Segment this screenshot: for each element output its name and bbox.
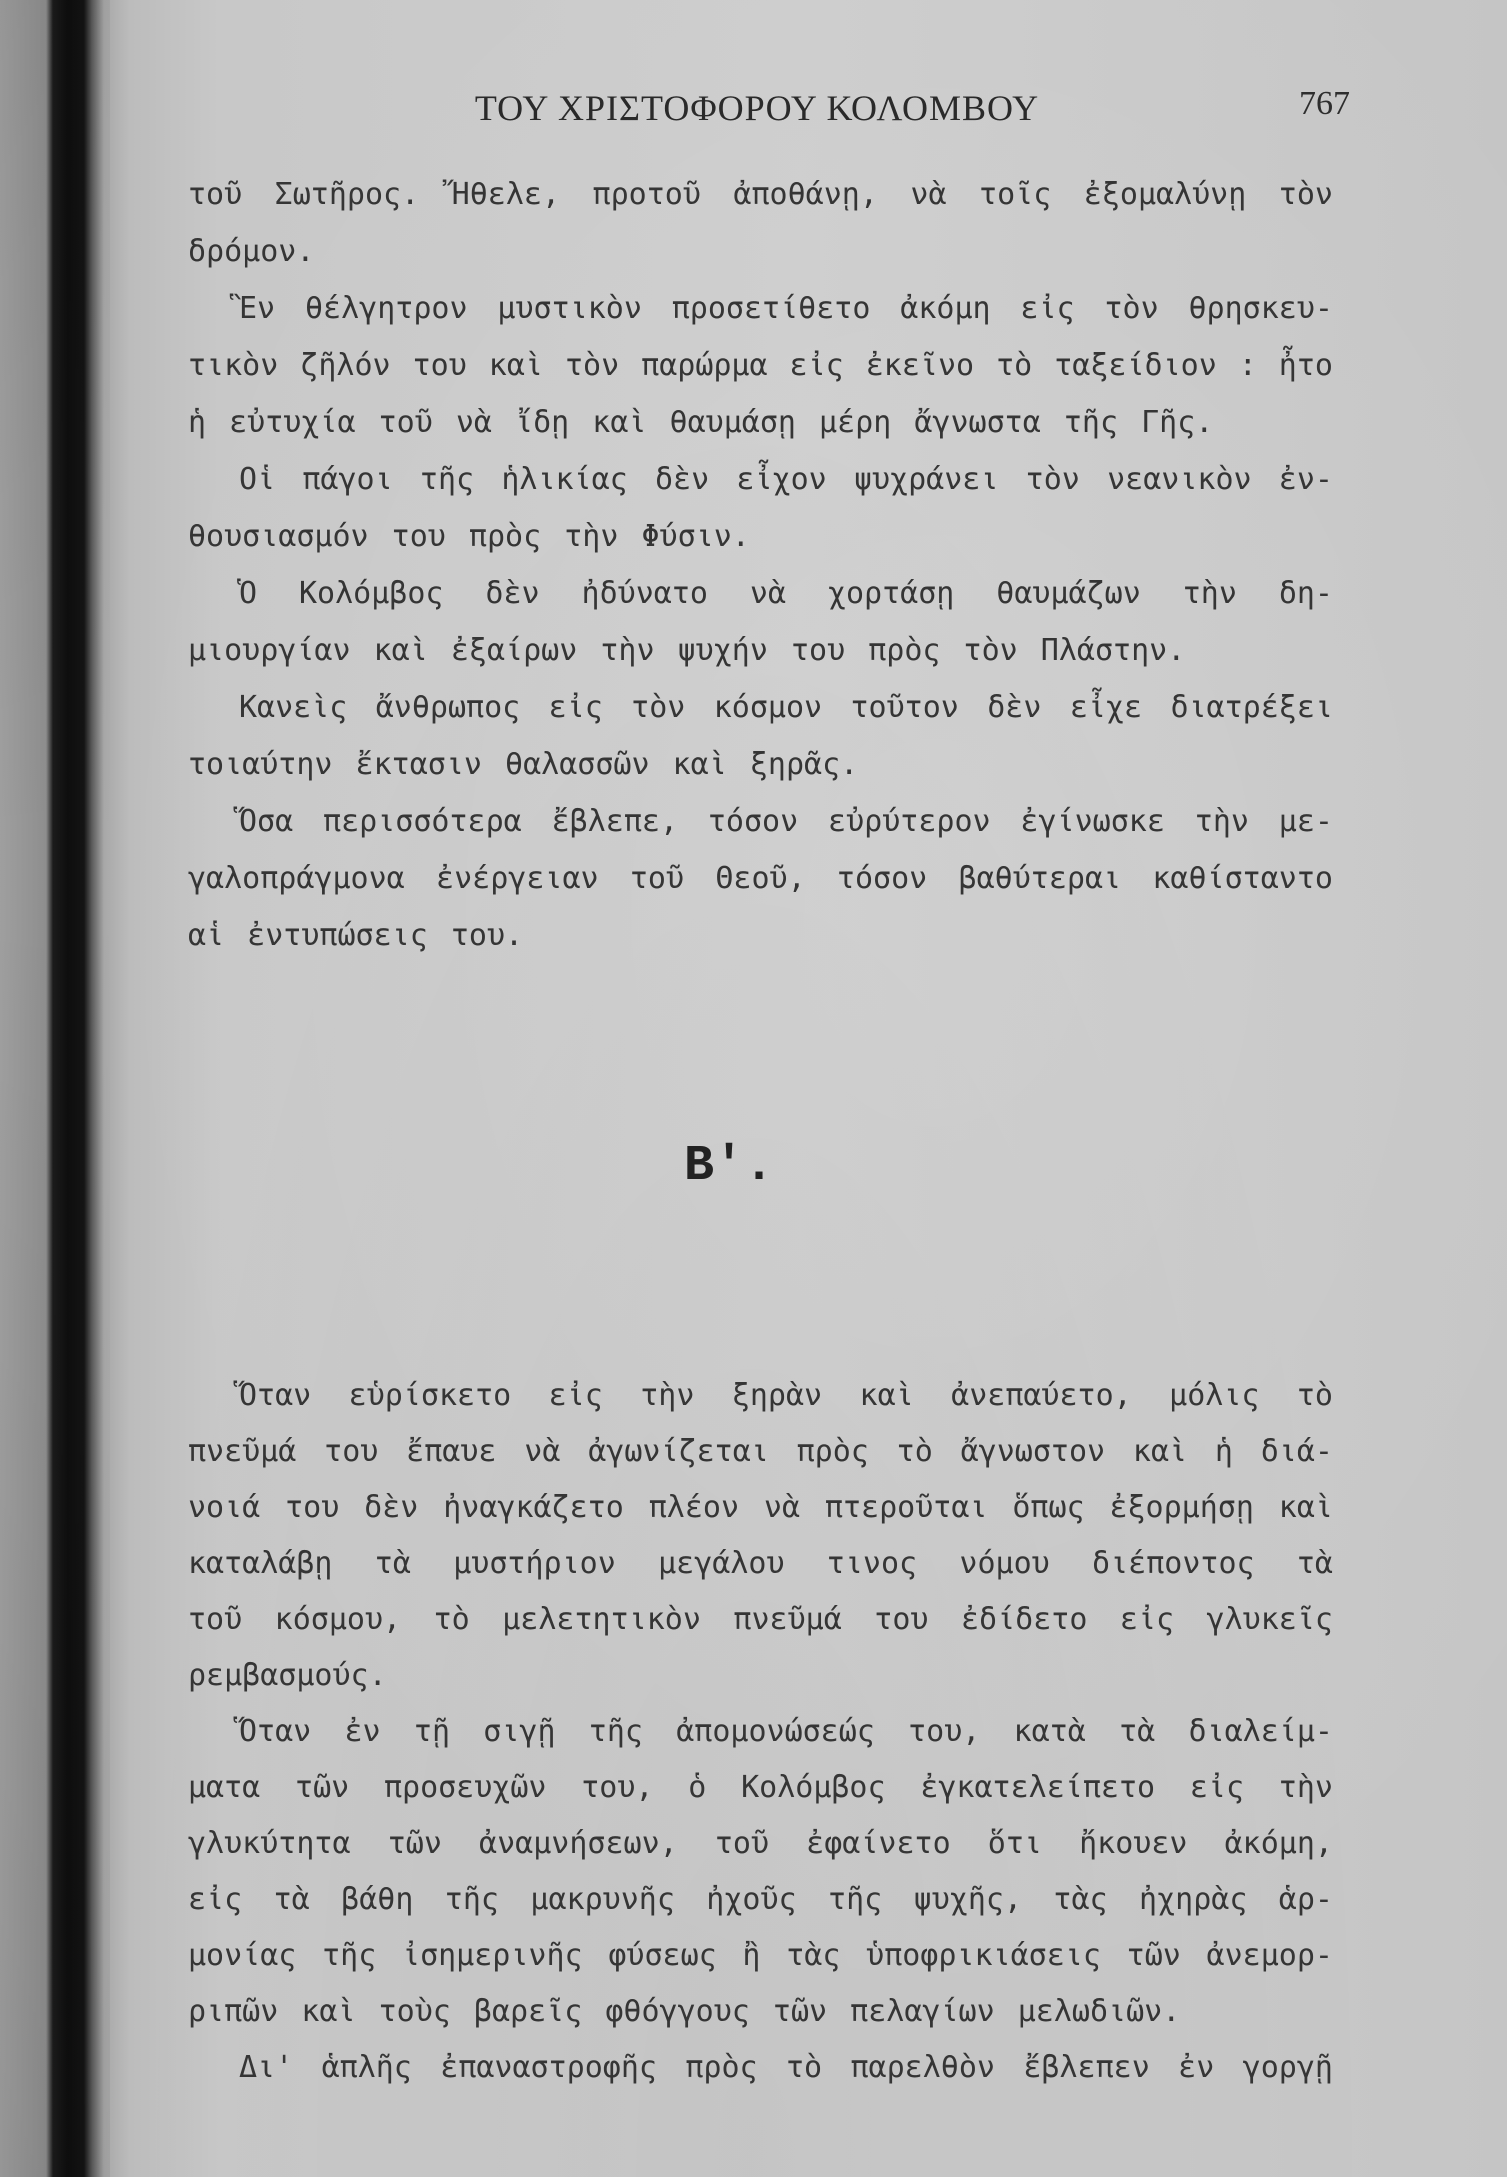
- text-line: καταλάβῃ τὰ μυστήριον μεγάλου τινος νόμου διέποντος τὰ: [188, 1546, 1333, 1581]
- text-line: νοιά του δὲν ἠναγκάζετο πλέον νὰ πτεροῦται ὅπως ἐξορμήσῃ καὶ: [188, 1490, 1333, 1525]
- text-line: ἡ εὐτυχία τοῦ νὰ ἴδῃ καὶ θαυμάσῃ μέρη ἄγνωστα τῆς Γῆς.: [188, 405, 1214, 440]
- paragraph: [188, 280, 1333, 451]
- paragraph: [188, 565, 1333, 679]
- body-section-2: [188, 1368, 1333, 2096]
- text-line: ριπῶν καὶ τοὺς βαρεῖς φθόγγους τῶν πελαγίων μελωδιῶν.: [188, 1994, 1181, 2029]
- text-line: Ἓν θέλγητρον μυστικὸν προσετίθετο ἀκόμη εἰς τὸν θρησκευ-: [239, 291, 1333, 326]
- text-line: μιουργίαν καὶ ἐξαίρων τὴν ψυχήν του πρὸς τὸν Πλάστην.: [188, 633, 1186, 668]
- text-line: τοιαύτην ἔκτασιν θαλασσῶν καὶ ξηρᾶς.: [188, 747, 859, 782]
- text-line: αἱ ἐντυπώσεις του.: [188, 918, 524, 953]
- text-line: ματα τῶν προσευχῶν του, ὁ Κολόμβος ἐγκατελείπετο εἰς τὴν: [188, 1770, 1333, 1805]
- text-line: Ὅταν ἐν τῇ σιγῇ τῆς ἀπομονώσεώς του, κατὰ τὰ διαλείμ-: [239, 1714, 1333, 1749]
- paragraph: [188, 1368, 1333, 1704]
- page-number: 767: [1299, 85, 1350, 122]
- section-heading: Β'.: [683, 1138, 774, 1195]
- paragraph: [188, 2040, 1333, 2096]
- running-head: ΤΟΥ ΧΡΙΣΤΟΦΟΡΟΥ ΚΟΛΟΜΒΟΥ: [474, 88, 1040, 128]
- paragraph: [188, 679, 1333, 793]
- text-line: πνεῦμά του ἔπαυε νὰ ἀγωνίζεται πρὸς τὸ ἄγνωστον καὶ ἡ διά-: [188, 1434, 1333, 1469]
- text-line: μονίας τῆς ἰσημερινῆς φύσεως ἢ τὰς ὑποφρικιάσεις τῶν ἀνεμορ-: [188, 1938, 1333, 1973]
- text-line: τοῦ κόσμου, τὸ μελετητικὸν πνεῦμά του ἐδίδετο εἰς γλυκεῖς: [188, 1602, 1333, 1637]
- text-line: τοῦ Σωτῆρος. Ἤθελε, προτοῦ ἀποθάνῃ, νὰ τοῖς ἐξομαλύνῃ τὸν: [188, 177, 1333, 212]
- text-line: Ὅσα περισσότερα ἔβλεπε, τόσον εὐρύτερον ἐγίνωσκε τὴν με-: [239, 804, 1333, 839]
- text-line: Ὅταν εὑρίσκετο εἰς τὴν ξηρὰν καὶ ἀνεπαύετο, μόλις τὸ: [239, 1378, 1333, 1413]
- text-line: θουσιασμόν του πρὸς τὴν Φύσιν.: [188, 519, 750, 554]
- text-line: Κανεὶς ἄνθρωπος εἰς τὸν κόσμον τοῦτον δὲν εἶχε διατρέξει: [239, 690, 1333, 725]
- text-line: δρόμον.: [188, 234, 315, 269]
- paragraph: [188, 166, 1333, 280]
- text-line: γαλοπράγμονα ἐνέργειαν τοῦ Θεοῦ, τόσον βαθύτεραι καθίσταντο: [188, 861, 1333, 896]
- text-line: γλυκύτητα τῶν ἀναμνήσεων, τοῦ ἐφαίνετο ὅτι ἤκουεν ἀκόμη,: [188, 1826, 1333, 1861]
- text-line: Ὁ Κολόμβος δὲν ἠδύνατο νὰ χορτάσῃ θαυμάζων τὴν δη-: [239, 576, 1333, 611]
- text-line: τικὸν ζῆλόν του καὶ τὸν παρώρμα εἰς ἐκεῖνο τὸ ταξείδιον : ἦτο: [188, 348, 1333, 383]
- text-line: Οἱ πάγοι τῆς ἡλικίας δὲν εἶχον ψυχράνει τὸν νεανικὸν ἐν-: [239, 462, 1333, 497]
- body-section-1: [188, 166, 1333, 964]
- paragraph: [188, 451, 1333, 565]
- text-line: εἰς τὰ βάθη τῆς μακρυνῆς ἠχοῦς τῆς ψυχῆς, τὰς ἠχηρὰς ἁρ-: [188, 1882, 1333, 1917]
- binding-shadow: [0, 0, 110, 2177]
- text-line: Δι' ἁπλῆς ἐπαναστροφῆς πρὸς τὸ παρελθὸν ἔβλεπεν ἐν γοργῇ: [239, 2050, 1333, 2085]
- text-line: ρεμβασμούς.: [188, 1658, 387, 1693]
- paragraph: [188, 1704, 1333, 2040]
- paragraph: [188, 793, 1333, 964]
